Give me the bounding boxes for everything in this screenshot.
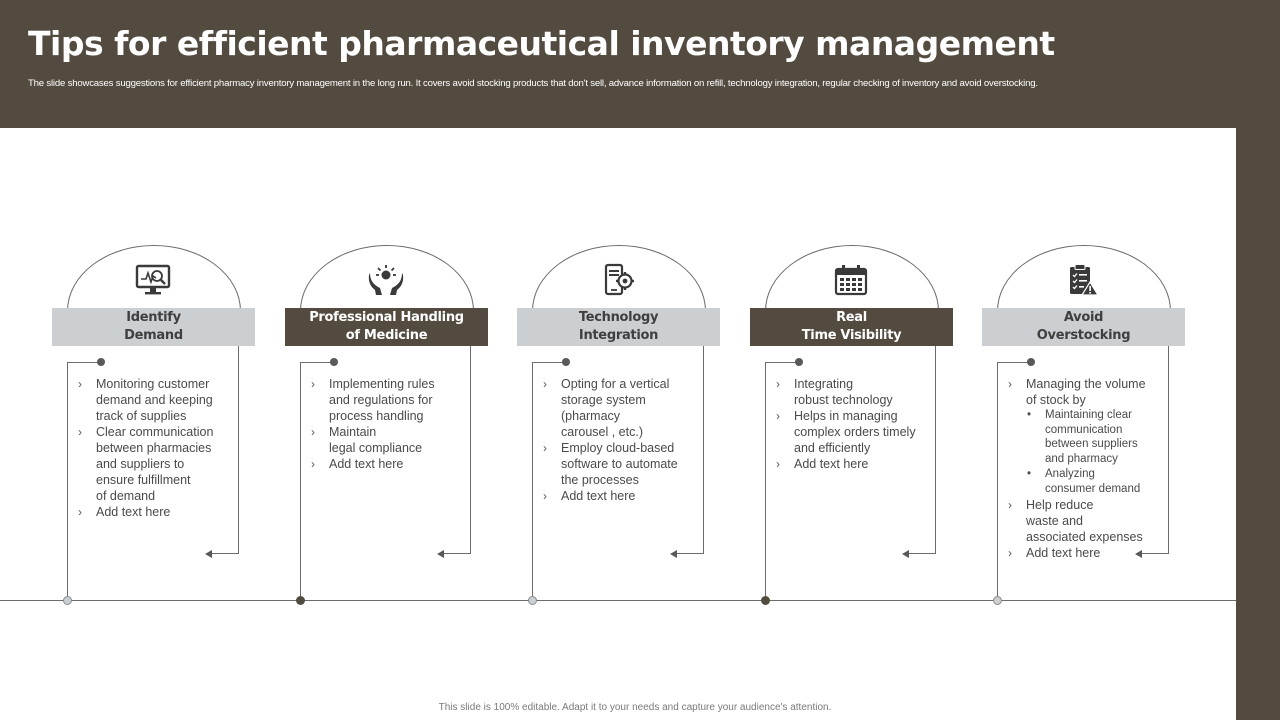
step-bullet-list <box>774 376 934 472</box>
connector-bottom <box>673 553 704 554</box>
bullet-item <box>1006 376 1166 408</box>
bullet-text: Opting for a vertical storage system (pharmacy carousel , etc.) <box>561 377 670 439</box>
connector-dot <box>330 358 338 366</box>
connector-bottom <box>208 553 239 554</box>
chevron-right-icon: › <box>311 457 315 471</box>
connector-right <box>238 346 239 554</box>
bullet-text: Monitoring customer demand and keeping track of supplies <box>96 377 213 423</box>
bullet-text: Add text here <box>329 457 404 471</box>
step-label: Professional Handling of Medicine <box>309 310 464 343</box>
step-bullet-list <box>1006 376 1166 561</box>
chevron-right-icon: › <box>543 441 547 455</box>
connector-left <box>997 362 998 600</box>
bullet-text: Employ cloud-based software to automate the processes <box>561 441 678 487</box>
step-label-box <box>982 308 1185 346</box>
bullet-text: Maintain legal compliance <box>329 425 423 455</box>
slide-title: Tips for efficient pharmaceutical inventory management <box>28 24 1055 63</box>
connector-top <box>67 362 101 363</box>
dot-bullet-icon: • <box>1027 468 1032 480</box>
bullet-text: Implementing rules and regulations for process handling <box>329 377 435 423</box>
step-label-box <box>52 308 255 346</box>
step-label: Technology Integration <box>578 310 659 343</box>
bullet-item <box>309 424 469 456</box>
bullet-item <box>76 504 236 520</box>
chevron-right-icon: › <box>1008 377 1012 391</box>
phone-gear-icon <box>598 262 638 298</box>
bullet-text: Add text here <box>561 489 636 503</box>
bullet-text: Helps in managing complex orders timely and efficiently <box>794 409 916 455</box>
connector-top <box>532 362 566 363</box>
step-label-box <box>750 308 953 346</box>
bullet-item <box>774 456 934 472</box>
bullet-text: Add text here <box>96 505 171 519</box>
connector-dot <box>97 358 105 366</box>
chevron-right-icon: › <box>776 457 780 471</box>
sub-bullet-item <box>1006 467 1166 496</box>
bullet-text: Help reduce waste and associated expenses <box>1026 498 1143 544</box>
bullet-item <box>774 376 934 408</box>
bullet-text: Maintaining clear communication between suppliers and pharmacy <box>1045 409 1138 465</box>
arrowhead-icon <box>437 550 444 558</box>
dot-bullet-icon: • <box>1027 409 1032 421</box>
connector-left <box>765 362 766 600</box>
connector-right <box>470 346 471 554</box>
connector-top <box>300 362 334 363</box>
step-bullet-list <box>309 376 469 472</box>
bullet-text: Add text here <box>1026 546 1101 560</box>
chevron-right-icon: › <box>78 505 82 519</box>
timeline-dot <box>993 596 1002 605</box>
bullet-item <box>774 408 934 456</box>
clipboard-warning-icon <box>1063 262 1103 298</box>
step-label: Real Time Visibility <box>801 310 902 343</box>
chevron-right-icon: › <box>311 377 315 391</box>
bullet-item <box>541 488 701 504</box>
connector-left <box>532 362 533 600</box>
connector-right <box>1168 346 1169 554</box>
connector-left <box>67 362 68 600</box>
step-label-box <box>285 308 488 346</box>
step-label-box <box>517 308 720 346</box>
chevron-right-icon: › <box>78 425 82 439</box>
right-accent-bar <box>1236 128 1280 720</box>
connector-bottom <box>905 553 936 554</box>
step-label: Avoid Overstocking <box>1036 310 1131 343</box>
chevron-right-icon: › <box>776 409 780 423</box>
timeline-dot <box>296 596 305 605</box>
chevron-right-icon: › <box>78 377 82 391</box>
connector-bottom <box>440 553 471 554</box>
slide-footer: This slide is 100% editable. Adapt it to your needs and capture your audience's attention. <box>438 702 832 713</box>
connector-dot <box>795 358 803 366</box>
connector-dot <box>1027 358 1035 366</box>
connector-top <box>997 362 1031 363</box>
connector-right <box>703 346 704 554</box>
chevron-right-icon: › <box>311 425 315 439</box>
chevron-right-icon: › <box>1008 498 1012 512</box>
arrowhead-icon <box>670 550 677 558</box>
bullet-item <box>1006 545 1166 561</box>
connector-dot <box>562 358 570 366</box>
header-banner <box>0 0 1280 128</box>
slide-subtitle: The slide showcases suggestions for efficient pharmacy inventory management in the long run. It covers avoid stocking products that don't sell, advance information on refill, technology integration, regular checking of inventory and avoid overstocking. <box>28 78 1038 89</box>
step-label: Identify Demand <box>124 310 183 343</box>
connector-right <box>935 346 936 554</box>
arrowhead-icon <box>205 550 212 558</box>
chevron-right-icon: › <box>543 377 547 391</box>
bullet-item <box>76 424 236 504</box>
bullet-item <box>541 440 701 488</box>
step-bullet-list <box>76 376 236 520</box>
timeline-line <box>0 600 1236 601</box>
timeline-dot <box>528 596 537 605</box>
timeline-dot <box>63 596 72 605</box>
bullet-item <box>309 456 469 472</box>
connector-left <box>300 362 301 600</box>
bullet-item <box>1006 497 1166 545</box>
sub-bullet-item <box>1006 408 1166 466</box>
bullet-item <box>541 376 701 440</box>
connector-top <box>765 362 799 363</box>
arrowhead-icon <box>902 550 909 558</box>
bullet-item <box>76 376 236 424</box>
step-bullet-list <box>541 376 701 504</box>
bullet-text: Add text here <box>794 457 869 471</box>
bullet-text: Clear communication between pharmacies and suppliers to ensure fulfillment of demand <box>96 425 214 503</box>
timeline-dot <box>761 596 770 605</box>
bullet-text: Managing the volume of stock by <box>1026 377 1146 407</box>
chevron-right-icon: › <box>1008 546 1012 560</box>
calendar-icon <box>831 262 871 298</box>
hands-medicine-icon <box>366 262 406 298</box>
monitor-analytics-icon <box>133 262 173 298</box>
bullet-item <box>309 376 469 424</box>
bullet-text: Analyzing consumer demand <box>1045 468 1141 495</box>
bullet-text: Integrating robust technology <box>794 377 893 407</box>
chevron-right-icon: › <box>543 489 547 503</box>
chevron-right-icon: › <box>776 377 780 391</box>
